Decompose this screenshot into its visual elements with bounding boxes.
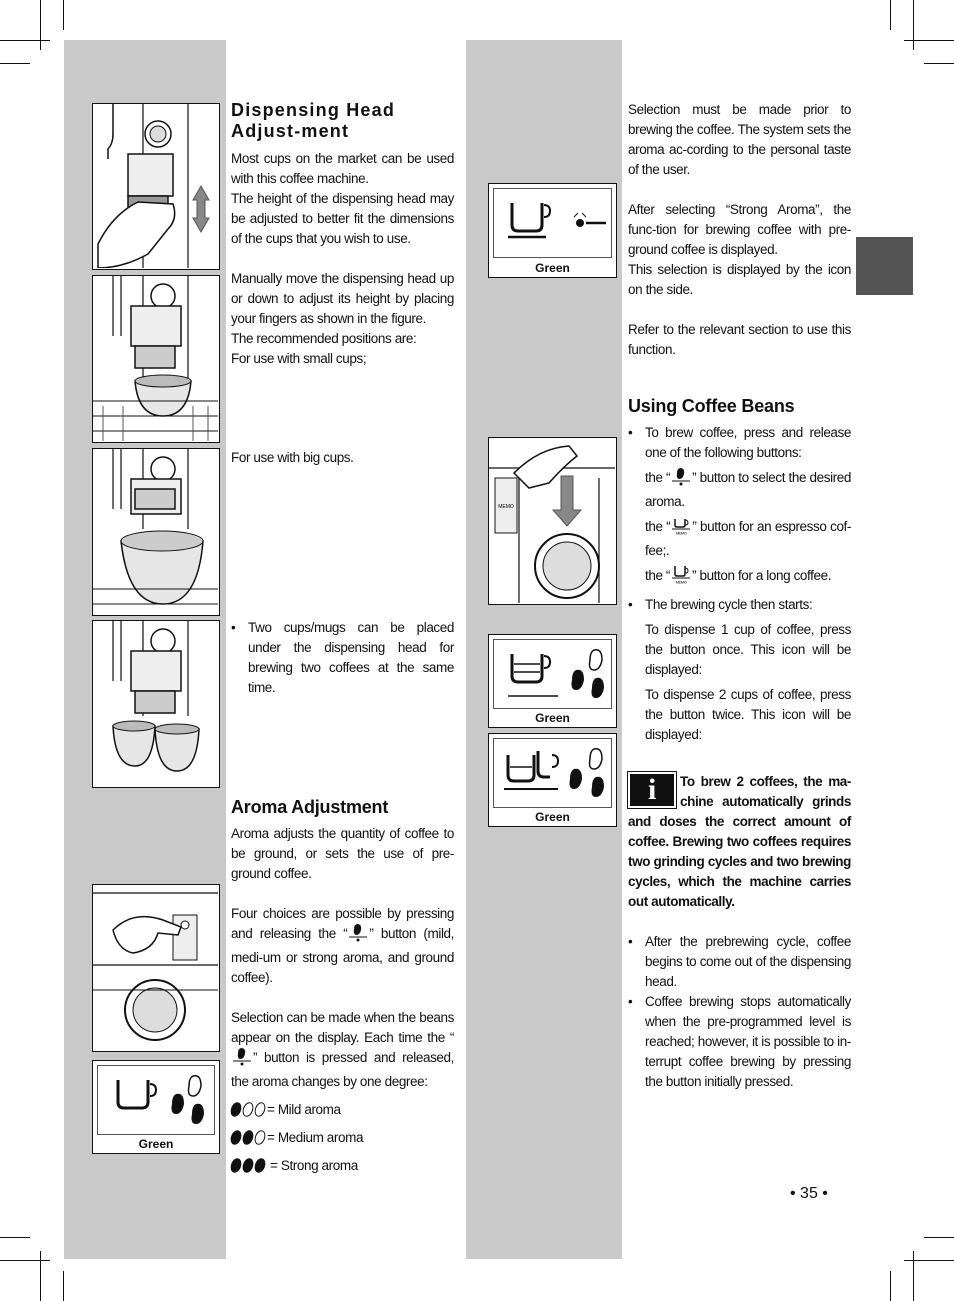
aroma-mild-row (231, 1100, 454, 1120)
text-fragment: ” button to select the desired aroma. (645, 470, 851, 509)
paragraph: Manually move the dispensing head up or down to adjust its height by placing your fingers as shown in the figure. (231, 271, 454, 326)
info-text: To brew 2 coffees, the ma-chine automatically grinds and doses the correct amount of coffee. Brewing two coffees requires two grinding cycles and two brewing cycles, which the machine carries out automatically. (628, 774, 851, 909)
crop-mark (40, 0, 41, 50)
bullet-item: • To brew coffee, press and release one of the following buttons: (628, 423, 851, 463)
display-ground-coffee-green (488, 183, 617, 278)
display-screen (493, 738, 612, 808)
paragraph: For use with small cups; (231, 351, 367, 366)
memo-label: MEMO (498, 504, 514, 510)
left-text-column (231, 100, 454, 369)
paragraph: Aroma adjusts the quantity of coffee to be ground, or sets the use of pre-ground coffee. (231, 826, 454, 881)
text-fragment: Selection can be made when the beans appear on the display. Each time the “ (231, 1010, 454, 1045)
bullet-item: • The brewing cycle then starts: (628, 595, 851, 615)
sub-item: To dispense 2 cups of coffee, press the button twice. This icon will be displayed: (645, 687, 851, 742)
aroma-strong-label: = Strong aroma (270, 1158, 358, 1173)
sub-item-espresso-button (628, 517, 851, 561)
long-coffee-cup-icon (670, 566, 692, 590)
left-text-two-cups (231, 618, 454, 698)
memo-label: MEMO (675, 579, 687, 584)
bean-full-icon (241, 1157, 256, 1175)
crop-mark (904, 40, 954, 41)
crop-mark (913, 0, 914, 50)
section-heading-coffee-beans: Using Coffee Beans (628, 396, 795, 416)
bean-empty-icon (253, 1129, 268, 1147)
text-fragment: ” button for an espresso cof-fee;. (645, 519, 851, 558)
crop-mark (890, 1271, 891, 1301)
text-fragment: Four choices are possible by pressing and releasing the “ (231, 906, 454, 941)
crop-mark (0, 40, 50, 41)
bean-empty-icon (253, 1101, 268, 1119)
text-fragment: the “ (645, 470, 671, 485)
page-number: • 35 • (790, 1185, 828, 1202)
figure-big-cup (92, 448, 220, 616)
aroma-mild-label: = Mild aroma (267, 1102, 341, 1117)
text-fragment: ” button for a long coffee. (692, 568, 832, 583)
sub-item-aroma-button (628, 468, 851, 512)
espresso-cup-icon (670, 517, 692, 541)
left-text-aroma (231, 797, 454, 1176)
aroma-button-icon (231, 1048, 253, 1072)
figure-head-adjust-hand (92, 103, 220, 270)
aroma-strong-row (231, 1156, 454, 1176)
display-screen (97, 1065, 215, 1135)
paragraph (231, 904, 454, 988)
bullet-item: • Coffee brewing stops automatically when the pre-programmed level is reached; however, it is possible to in-terrupt coffee brewing by pressing the button initially pressed. (628, 992, 851, 1092)
text-fragment: ” button is pressed and released, the aroma changes by one degree: (231, 1050, 454, 1089)
bullet-item: • After the prebrewing cycle, coffee begins to come out of the dispensing head. (628, 932, 851, 992)
aroma-button-icon (670, 468, 692, 492)
display-screen (493, 188, 612, 258)
crop-mark (924, 1237, 954, 1238)
figure-brew-button-press (488, 437, 617, 605)
paragraph: After selecting “Strong Aroma”, the func-tion for brewing coffee with pre-ground coffee is displayed. (628, 202, 851, 257)
figure-two-cups (92, 620, 220, 788)
crop-mark (904, 1260, 954, 1261)
display-two-cups-green (488, 733, 617, 827)
figure-small-cup (92, 275, 220, 443)
crop-mark (63, 0, 64, 30)
info-note (628, 772, 851, 912)
sub-item: To dispense 1 cup of coffee, press the button once. This icon will be displayed: (645, 622, 851, 677)
paragraph: Refer to the relevant section to use this function. (628, 322, 851, 357)
paragraph: Selection must be made prior to brewing the coffee. The system sets the aroma ac-cording to the personal taste of the user. (628, 102, 851, 177)
paragraph: Most cups on the market can be used with this coffee machine. (231, 151, 454, 186)
paragraph: The recommended positions are: (231, 331, 417, 346)
section-heading-aroma: Aroma Adjustment (231, 797, 389, 817)
display-caption: Green (535, 261, 570, 275)
paragraph: For use with big cups. (231, 450, 354, 465)
crop-mark (0, 1260, 50, 1261)
text-fragment: the “ (645, 519, 671, 534)
crop-mark (924, 63, 954, 64)
bean-full-icon (229, 1129, 244, 1147)
text-fragment: ” button (mild, medi-um or strong aroma, and ground coffee). (231, 926, 454, 985)
display-caption: Green (535, 810, 570, 824)
display-screen (493, 639, 612, 709)
display-aroma-green (92, 1060, 220, 1154)
figure-aroma-button-press (92, 884, 220, 1052)
bean-empty-icon (241, 1101, 256, 1119)
aroma-medium-label: = Medium aroma (267, 1130, 364, 1145)
info-icon: i (628, 772, 676, 808)
crop-mark (0, 63, 30, 64)
bean-full-icon (253, 1157, 268, 1175)
crop-mark (0, 1237, 30, 1238)
section-heading-dispensing-head: Dispensing Head Adjust-ment (231, 100, 396, 141)
bullet-item: • Two cups/mugs can be placed under the dispensing head for brewing two coffees at the same time. (231, 618, 454, 698)
bean-full-icon (229, 1157, 244, 1175)
right-text-column (628, 100, 851, 1092)
bean-full-icon (241, 1129, 256, 1147)
crop-mark (40, 1251, 41, 1301)
display-caption: Green (535, 711, 570, 725)
sub-item-long-coffee-button (628, 566, 851, 590)
left-text-big-cups (231, 448, 454, 468)
display-one-cup-green (488, 634, 617, 728)
section-tab (856, 237, 913, 295)
aroma-medium-row (231, 1128, 454, 1148)
crop-mark (913, 1251, 914, 1301)
aroma-button-icon (347, 924, 369, 948)
bean-full-icon (229, 1101, 244, 1119)
paragraph: This selection is displayed by the icon on the side. (628, 262, 851, 297)
crop-mark (890, 0, 891, 30)
paragraph: The height of the dispensing head may be adjusted to better fit the dimensions of the cups that you wish to use. (231, 191, 454, 246)
memo-label: MEMO (675, 530, 687, 535)
text-fragment: the “ (645, 568, 671, 583)
paragraph (231, 1008, 454, 1092)
display-caption: Green (138, 1137, 174, 1151)
crop-mark (63, 1271, 64, 1301)
